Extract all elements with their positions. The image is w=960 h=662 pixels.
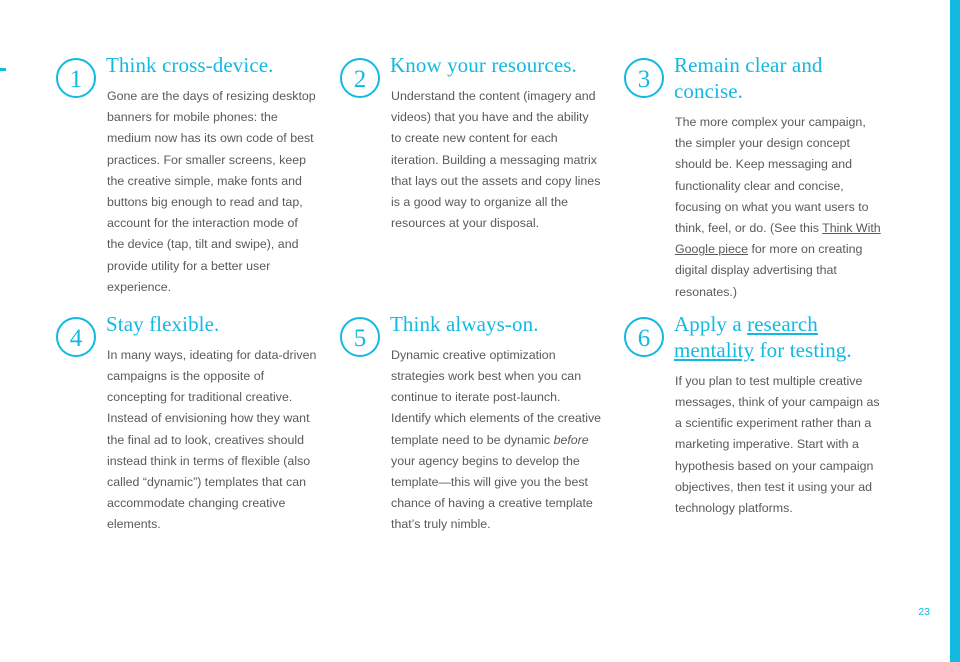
tip-number-badge: 3 (624, 58, 664, 98)
tip-paragraph (390, 345, 602, 536)
tip-body-text: for more on creating digital display advertising that resonates.) (675, 242, 863, 299)
tip-item (624, 311, 886, 536)
tip-headline-text: for testing. (754, 337, 852, 362)
tip-body-text: Understand the content (imagery and videos) that you have and the ability to create new content for each iteration. Building a messaging matrix that lays out the assets and copy lines is a good way to organize all the resources at your disposal. (391, 89, 601, 231)
tip-body-column (106, 52, 318, 298)
tip-item (56, 311, 318, 536)
tip-item (340, 52, 602, 303)
tip-body-text: If you plan to test multiple creative messages, think of your campaign as a scientific experiment rather than a marketing imperative. Start with a hypothesis based on your campaign objectives, then test it using your ad technology platforms. (675, 373, 880, 516)
right-edge-white-bar (940, 0, 950, 662)
tip-body-link[interactable]: Think With Google piece (675, 221, 881, 257)
tip-headline: Know your resources. (390, 53, 577, 77)
tip-paragraph (674, 112, 886, 303)
tip-number-badge: 2 (340, 58, 380, 98)
tip-body-column (390, 311, 602, 536)
tip-item (56, 52, 318, 303)
tip-body-column (674, 311, 886, 519)
tip-body-emphasis: before (553, 432, 589, 447)
tip-item (340, 311, 602, 536)
tip-headline-link[interactable]: research mentality (674, 311, 818, 362)
tip-paragraph (390, 86, 602, 234)
tips-grid (56, 52, 912, 544)
tip-body-text: Gone are the days of resizing desktop banners for mobile phones: the medium now has its own code of best practices. For smaller screens, keep the creative simple, make fonts and buttons big enough to read and tap, account for the interaction mode of the device (tap, tilt and swipe), and provide utility for a better user experience. (107, 89, 316, 294)
tip-item (624, 52, 886, 303)
tip-body-text: Dynamic creative optimization strategies work best when you can continue to iterate post-launch. Identify which elements of the creative template need to be dynamic (391, 347, 602, 447)
tip-headline: Think cross-device. (106, 53, 274, 77)
tip-headline (674, 311, 886, 363)
right-edge-accent-bar (950, 0, 960, 662)
page-number: 23 (918, 606, 930, 618)
tip-paragraph (106, 86, 318, 298)
tip-body-column (106, 311, 318, 536)
tip-body-column (390, 52, 602, 234)
tip-body-text: In many ways, ideating for data-driven campaigns is the opposite of concepting for traditional creative. Instead of envisioning how they want the final ad to look, creatives should instead think in terms of flexible (also called “dynamic”) templates that can accommodate changing creative elements. (107, 347, 317, 532)
tip-body-column (674, 52, 886, 303)
tip-headline: Stay flexible. (106, 311, 220, 336)
tip-paragraph (674, 371, 886, 519)
tip-headline-text: Apply a (674, 311, 748, 336)
tip-headline: Think always-on. (390, 311, 539, 336)
tip-number-badge: 4 (56, 317, 96, 357)
tip-number-badge: 6 (624, 317, 664, 357)
tip-body-text: your agency begins to develop the template—this will give you the best chance of having a creative template that’s truly nimble. (391, 453, 593, 532)
tip-paragraph (106, 345, 318, 536)
tip-body-text: The more complex your campaign, the simpler your design concept should be. Keep messaging and functionality clear and concise, focusing on what you want users to think, feel, or do. (See this (675, 115, 869, 236)
tip-number-badge: 1 (56, 58, 96, 98)
tip-headline: Remain clear and concise. (674, 53, 823, 103)
tip-number-badge: 5 (340, 317, 380, 357)
